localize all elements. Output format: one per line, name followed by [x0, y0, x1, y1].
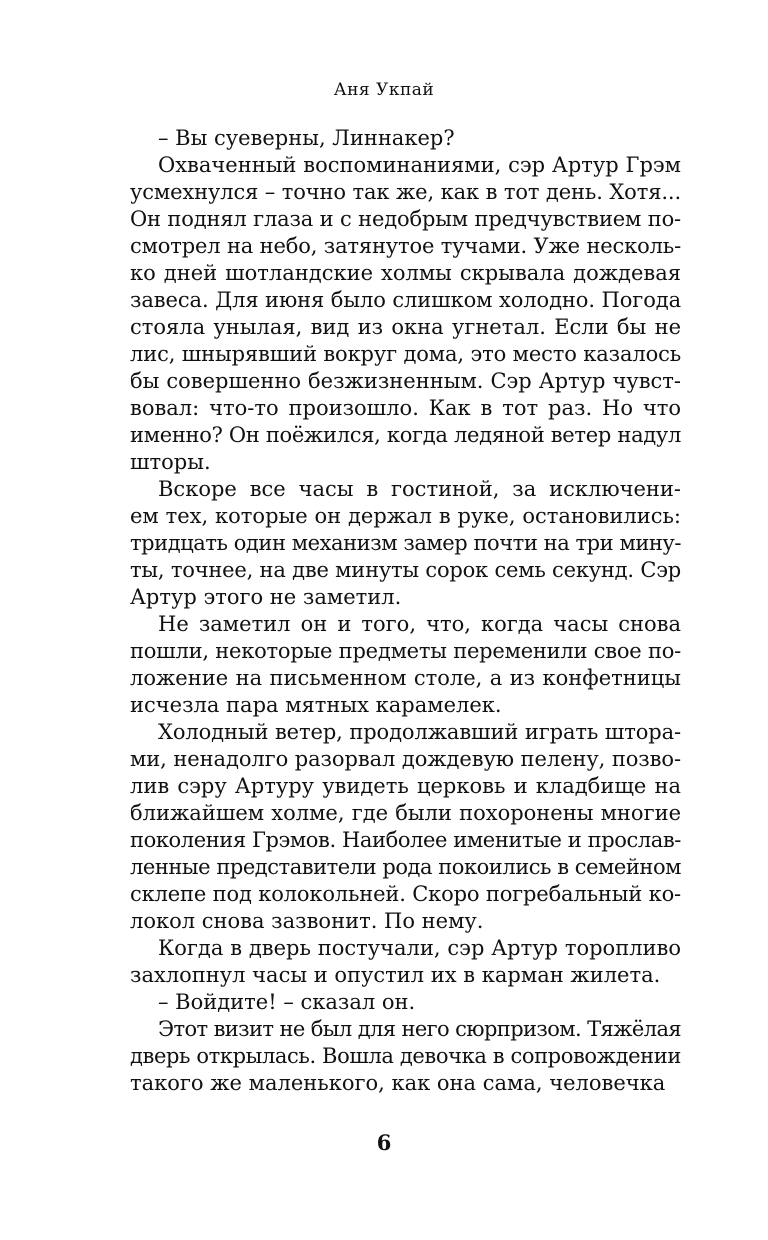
text-line: такого же маленького, как она сама, человечка: [130, 1071, 666, 1095]
text-line: пошли, некоторые предметы переменили свое по-: [130, 639, 681, 663]
text-line: бы совершенно безжизненным. Сэр Артур чувст-: [130, 369, 681, 393]
text-line: стояла унылая, вид из окна угнетал. Если бы не: [130, 315, 681, 339]
text-line: – Вы суеверны, Линнакер?: [158, 126, 455, 150]
text-line: локол снова зазвонит. По нему.: [130, 909, 484, 933]
text-line: шторы.: [130, 450, 211, 474]
text-line: склепе под колокольней. Скоро погребальный ко-: [130, 882, 681, 906]
text-line: ми, ненадолго разорвал дождевую пелену, позво-: [130, 747, 681, 771]
text-line: – Войдите! – сказал он.: [158, 990, 416, 1014]
text-line: дверь открылась. Вошла девочка в сопровождении: [130, 1044, 681, 1068]
text-line: Он поднял глаза и с недобрым предчувствием по-: [130, 207, 681, 231]
text-line: Не заметил он и того, что, когда часы снова: [158, 612, 681, 636]
text-line: Когда в дверь постучали, сэр Артур торопливо: [158, 936, 681, 960]
text-line: Холодный ветер, продолжавший играть штора-: [158, 720, 681, 744]
text-line: ложение на письменном столе, а из конфетницы: [130, 666, 681, 690]
text-line: усмехнулся – точно так же, как в тот день. Хотя...: [130, 180, 681, 204]
body-text: [130, 125, 681, 1097]
text-line: смотрел на небо, затянутое тучами. Уже несколь-: [130, 234, 681, 258]
text-line: Этот визит не был для него сюрпризом. Тяжёлая: [158, 1017, 681, 1041]
text-line: ленные представители рода покоились в семейном: [130, 855, 681, 879]
text-line: захлопнул часы и опустил их в карман жилета.: [130, 963, 661, 987]
text-line: тридцать один механизм замер почти на три мину-: [130, 531, 681, 555]
page-number: 6: [376, 1130, 392, 1155]
text-line: именно? Он поёжился, когда ледяной ветер надул: [130, 423, 681, 447]
text-line: ко дней шотландские холмы скрывала дождевая: [130, 261, 681, 285]
text-line: ем тех, которые он держал в руке, остановились:: [130, 504, 681, 528]
text-line: поколения Грэмов. Наиболее именитые и прослав-: [130, 828, 681, 852]
text-line: Артур этого не заметил.: [130, 585, 402, 609]
text-line: Охваченный воспоминаниями, сэр Артур Грэм: [158, 153, 681, 177]
text-line: ты, точнее, на две минуты сорок семь секунд. Сэр: [130, 558, 681, 582]
text-line: лис, шнырявший вокруг дома, это место казалось: [130, 342, 681, 366]
text-line: Вскоре все часы в гостиной, за исключени-: [158, 477, 681, 501]
text-line: завеса. Для июня было слишком холодно. Погода: [130, 288, 681, 312]
text-line: ближайшем холме, где были похоронены многие: [130, 801, 681, 825]
running-head: Аня Укпай: [333, 80, 435, 100]
text-line: исчезла пара мятных карамелек.: [130, 693, 502, 717]
text-line: лив сэру Артуру увидеть церковь и кладбище на: [130, 774, 681, 798]
text-line: вовал: что-то произошло. Как в тот раз. Но что: [130, 396, 681, 420]
